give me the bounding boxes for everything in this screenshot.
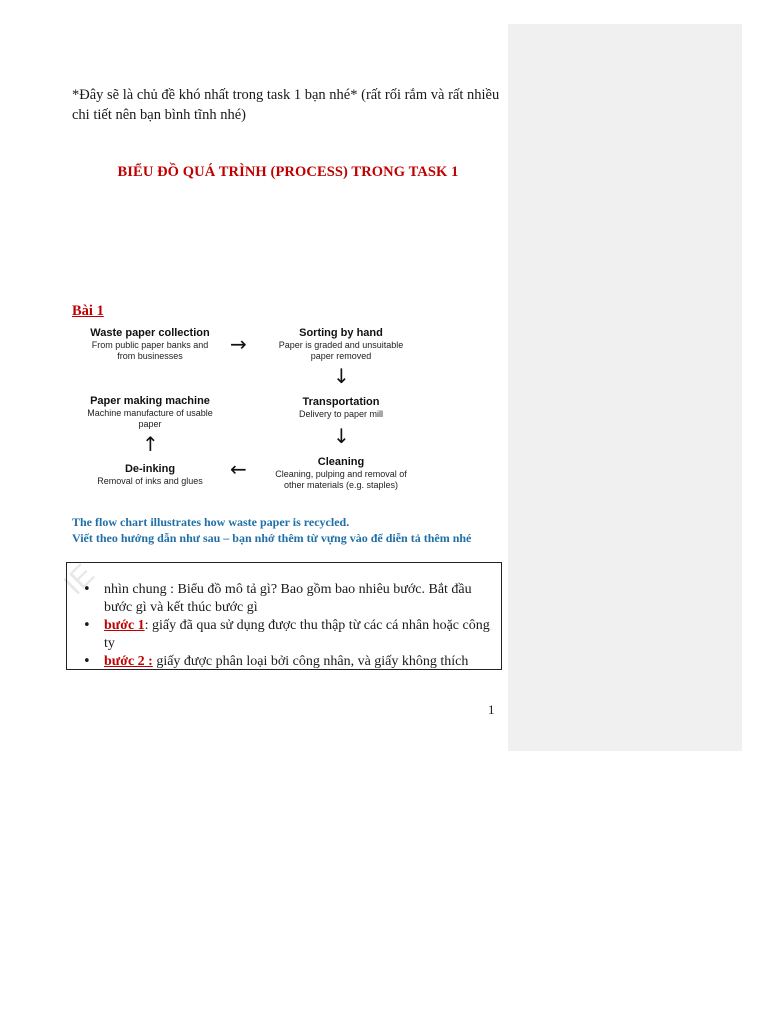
watermark: IE bbox=[57, 557, 101, 602]
list-item-label: bước 1 bbox=[104, 618, 145, 633]
flow-chart bbox=[70, 324, 500, 494]
flow-step-desc: Paper is graded and unsuitable paper removed bbox=[278, 340, 404, 361]
arrow-down-icon: ↓ bbox=[333, 364, 350, 388]
list-item-overview bbox=[104, 581, 501, 617]
list-item-text: giấy được phân loại bởi công nhân, và giấy không thích bbox=[152, 654, 469, 669]
flow-step-desc: Machine manufacture of usable paper bbox=[87, 408, 213, 429]
flow-step-waste-paper-collection bbox=[70, 327, 230, 362]
outline-list bbox=[67, 581, 501, 670]
flow-step-heading: Waste paper collection bbox=[90, 327, 210, 339]
page-number: 1 bbox=[488, 702, 495, 717]
outline-box bbox=[66, 562, 502, 670]
chart-caption bbox=[72, 514, 512, 546]
arrow-up-icon: ↑ bbox=[142, 432, 159, 456]
list-item-step-2 bbox=[104, 653, 501, 670]
intro-text: *Đây sẽ là chủ đề khó nhất trong task 1 bạn nhé* (rất rối rắm và rất nhiều chi tiết nên bạn bình tĩnh nhé) bbox=[72, 87, 500, 123]
flow-step-heading: Sorting by hand bbox=[299, 327, 383, 339]
flow-step-desc: From public paper banks and from businesses bbox=[91, 340, 209, 361]
flow-step-sorting-by-hand bbox=[266, 327, 416, 362]
flow-step-heading: Paper making machine bbox=[90, 395, 210, 407]
list-item-label: bước 2 : bbox=[104, 654, 153, 669]
page-title: BIỂU ĐỒ QUÁ TRÌNH (PROCESS) TRONG TASK 1 bbox=[117, 164, 459, 180]
flow-step-heading: Cleaning bbox=[317, 456, 365, 468]
arrow-right-icon: → bbox=[230, 332, 247, 356]
flow-step-transportation bbox=[266, 396, 416, 420]
list-item-text: : giấy đã qua sử dụng được thu thập từ các cá nhân hoặc công ty bbox=[104, 618, 490, 651]
flow-step-cleaning bbox=[266, 456, 416, 491]
list-item-text: nhìn chung : Biểu đồ mô tả gì? Bao gồm bao nhiêu bước. Bắt đầu bước gì và kết thúc bước gì bbox=[104, 582, 472, 615]
flow-step-desc: Delivery to paper mill bbox=[298, 409, 384, 419]
flow-step-heading: Transportation bbox=[302, 396, 380, 408]
arrow-down-icon: ↓ bbox=[333, 424, 350, 448]
section-label: Bài 1 bbox=[72, 303, 104, 319]
caption-line-1: The flow chart illustrates how waste paper is recycled. bbox=[72, 515, 350, 529]
flow-step-paper-making-machine bbox=[70, 395, 230, 430]
flow-step-heading: De-inking bbox=[124, 463, 176, 475]
arrow-left-icon: ← bbox=[230, 457, 247, 481]
flow-step-desc: Cleaning, pulping and removal of other materials (e.g. staples) bbox=[275, 469, 407, 490]
flow-step-desc: Removal of inks and glues bbox=[97, 476, 203, 486]
comment-sidebar bbox=[508, 24, 742, 751]
flow-step-de-inking bbox=[70, 463, 230, 487]
caption-line-2: Viết theo hướng dẫn như sau – bạn nhớ thêm từ vựng vào để diễn tả thêm nhé bbox=[72, 531, 472, 545]
list-item-step-1 bbox=[104, 617, 501, 653]
